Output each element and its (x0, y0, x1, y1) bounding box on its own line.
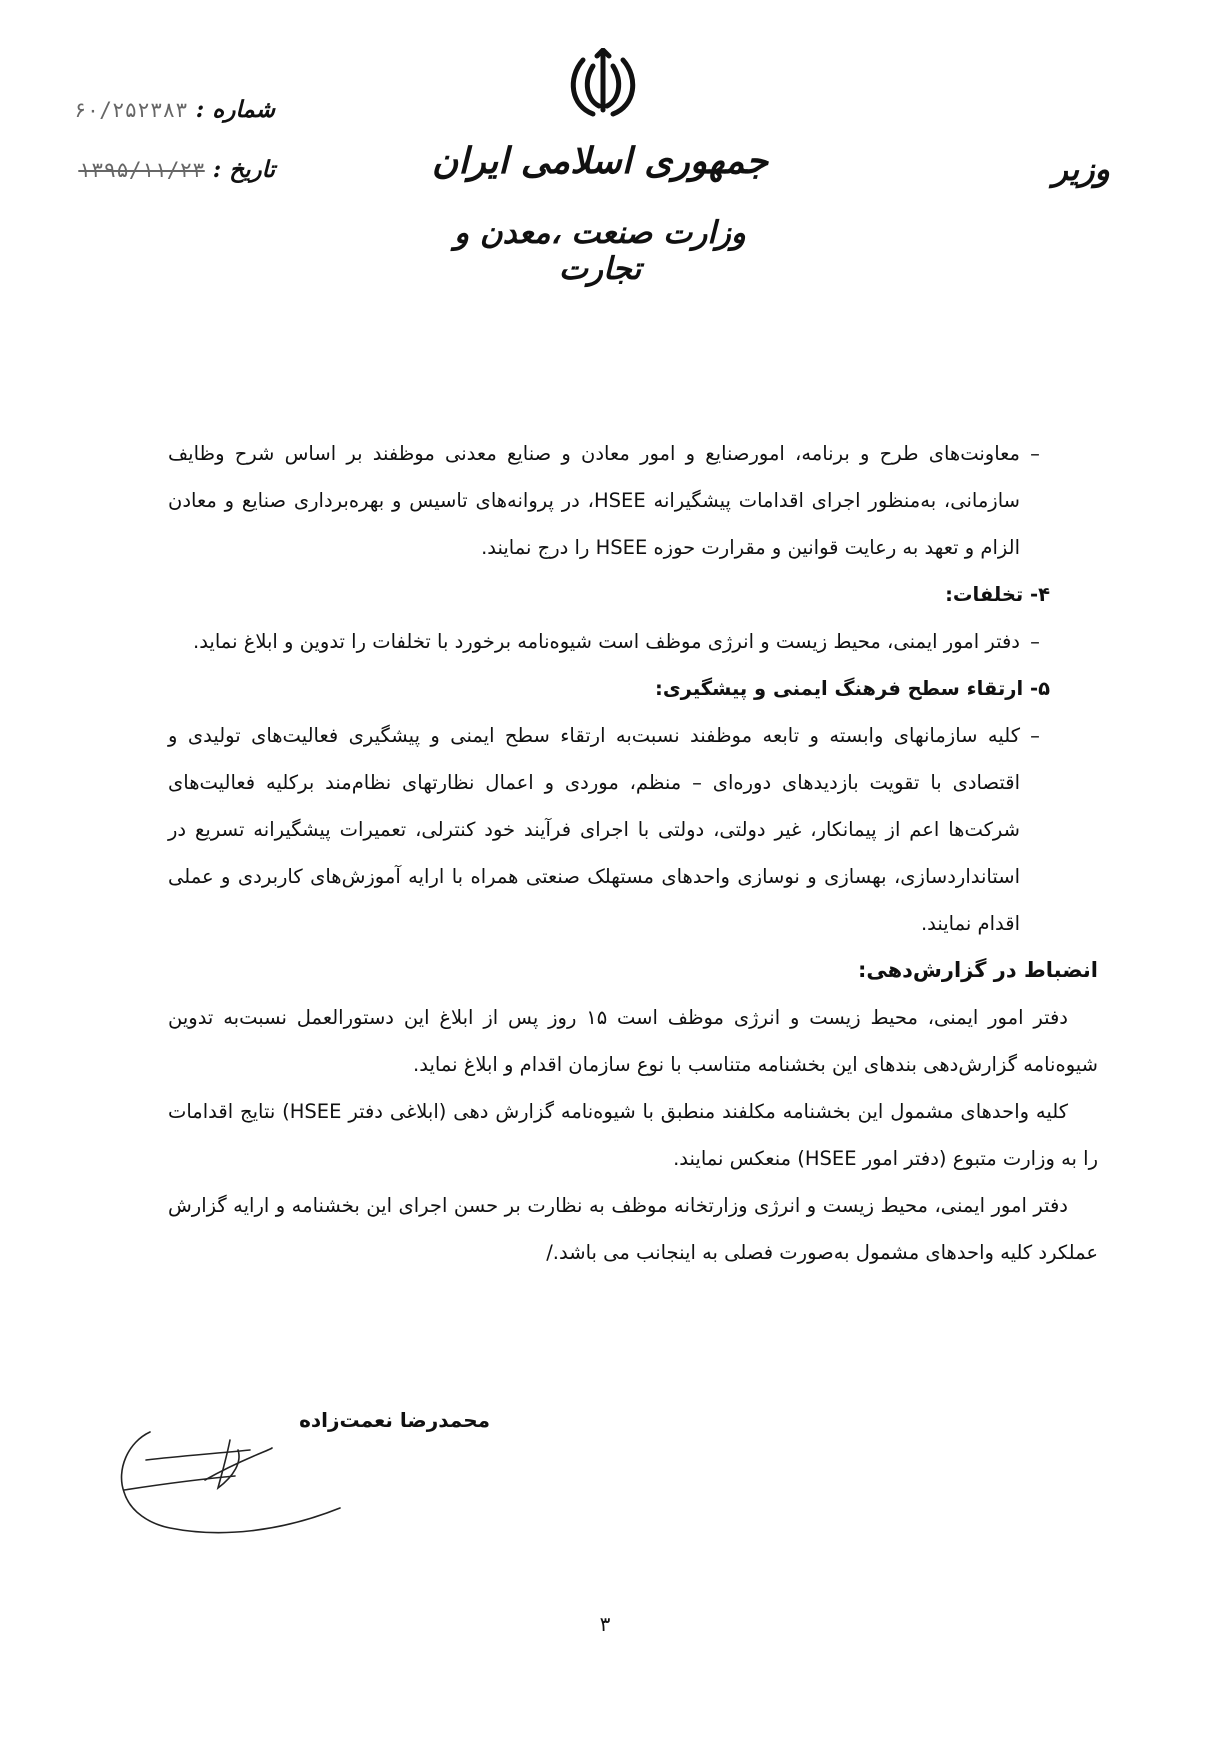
paragraph: دفتر امور ایمنی، محیط زیست و انرژی وزارتخانه موظف به نظارت بر حسن اجرای این بخشنامه و ارایه گزارش عملکرد کلیه واحدهای مشمول به‌صورت فصلی به اینجانب می باشد./ (168, 1194, 1098, 1264)
dash-bullet: – (1030, 630, 1040, 653)
republic-title: جمهوری اسلامی ایران (431, 140, 769, 182)
paragraph: کلیه واحدهای مشمول این بخشنامه مکلفند منطبق با شیوه‌نامه گزارش دهی (ابلاغی دفتر HSEE) نتایج اقدامات را به وزارت متبوع (دفتر امور HSEE) منعکس نمایند. (168, 1100, 1098, 1170)
dash-bullet: – (1030, 724, 1040, 747)
signer-name: محمدرضا نعمت‌زاده (299, 1408, 490, 1432)
section-heading-violations: ۴- تخلفات: (945, 583, 1050, 606)
letter-date-row (40, 156, 275, 183)
letter-number-value: ۶۰/۲۵۲۳۸۳ (73, 98, 188, 122)
list-item (168, 712, 1080, 947)
letter-body (168, 430, 1098, 1276)
ministry-title: وزارت صنعت ،معدن و تجارت (454, 215, 746, 287)
letter-date-value: ۱۳۹۵/۱۱/۲۳ (78, 158, 205, 182)
bullet-text: کلیه سازمانهای وابسته و تابعه موظفند نسبت‌به ارتقاء سطح ایمنی و پیشگیری فعالیت‌های تولیدی و اقتصادی با تقویت بازدیدهای دوره‌ای – منظم، موردی و اعمال نظارتهای نظام‌مند برکلیه فعالیت‌های شرکت‌ها اعم از پیمانکار، غیر دولتی، دولتی با اجرای فرآیند خود کنترلی، تعمیرات پیشگیرانه تسریع در استانداردسازی، بهسازی و نوسازی واحدهای مستهلک صنعتی همراه با ارایه آموزش‌های کاربردی و عملی اقدام نمایند. (168, 724, 1020, 935)
letter-number-label: شماره : (195, 96, 275, 123)
letter-date-label: تاریخ : (212, 156, 275, 183)
section-heading-safety-culture: ۵- ارتقاء سطح فرهنگ ایمنی و پیشگیری: (655, 677, 1050, 700)
list-item (168, 618, 1080, 665)
page-number: ۳ (599, 1612, 611, 1636)
letter-number-row (40, 96, 275, 123)
minister-label: وزیر (1052, 150, 1110, 188)
bullet-text: معاونت‌های طرح و برنامه، امورصنایع و امور معادن و صنایع معدنی موظفند بر اساس شرح وظایف سازمانی، به‌منظور اجرای اقدامات پیشگیرانه HSEE، در پروانه‌های تاسیس و بهره‌برداری صنایع و معادن الزام و تعهد به رعایت قوانین و مقرارت حوزه HSEE را درج نمایند. (168, 442, 1020, 559)
section-heading-reporting: انضباط در گزارش‌دهی: (857, 958, 1098, 982)
bullet-text: دفتر امور ایمنی، محیط زیست و انرژی موظف است شیوه‌نامه برخورد با تخلفات را تدوین و ابلاغ نماید. (193, 630, 1020, 653)
iran-emblem-icon (563, 48, 643, 128)
handwritten-signature (110, 1420, 380, 1550)
list-item (168, 430, 1080, 571)
dash-bullet: – (1030, 442, 1040, 465)
paragraph: دفتر امور ایمنی، محیط زیست و انرژی موظف است ۱۵ روز پس از ابلاغ این دستورالعمل نسبت‌به تدوین شیوه‌نامه گزارش‌دهی بندهای این بخشنامه متناسب با نوع سازمان اقدام و ابلاغ نماید. (168, 1006, 1098, 1076)
